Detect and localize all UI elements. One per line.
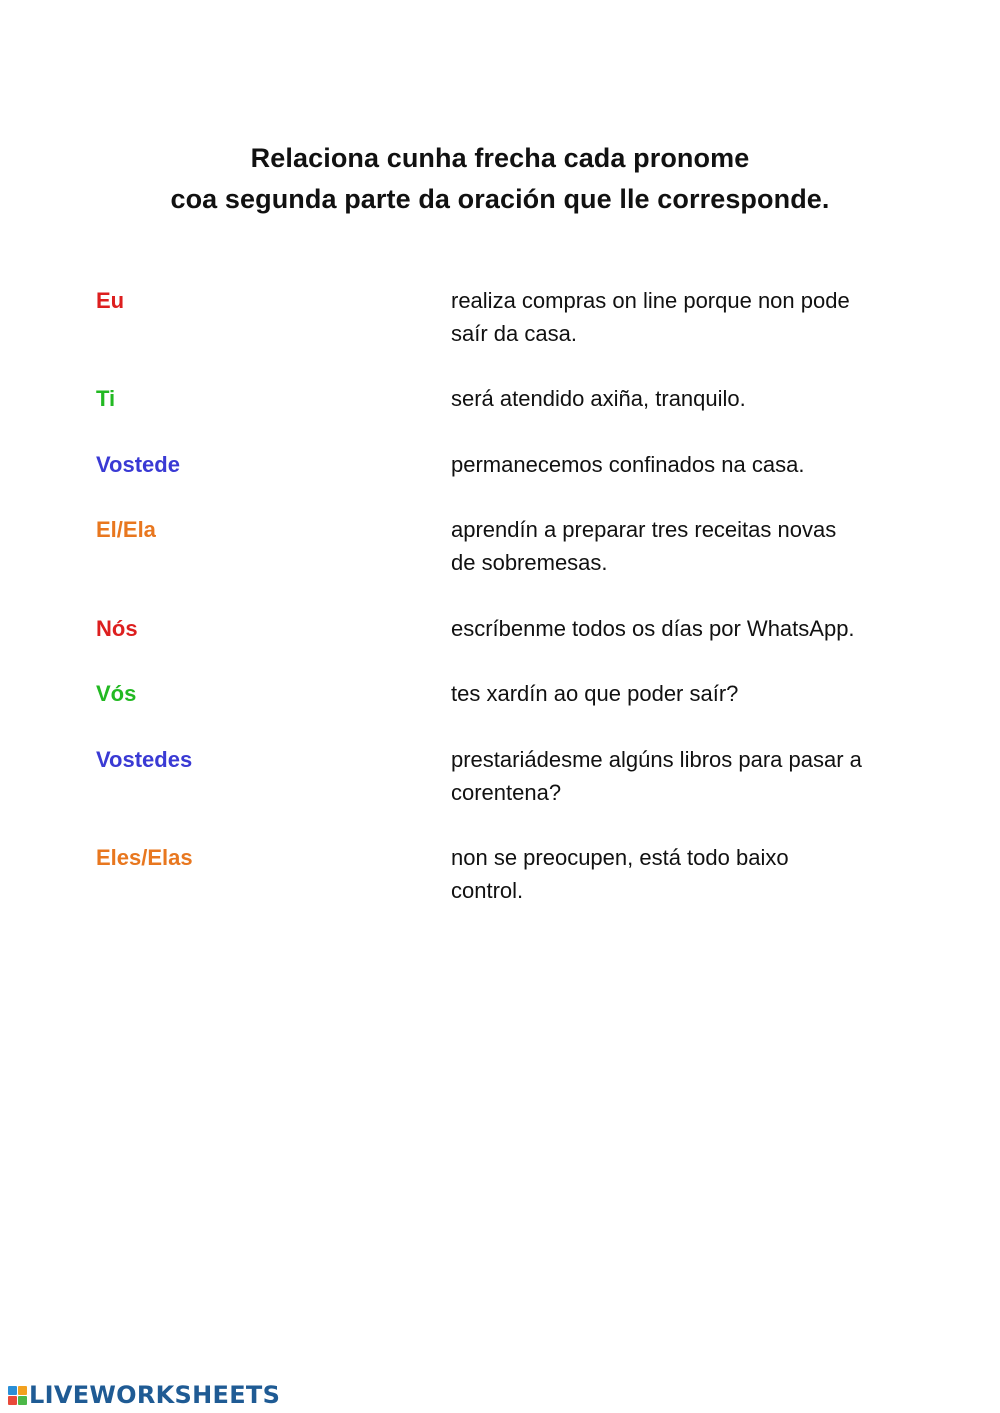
pronoun-ti[interactable]: Ti (96, 386, 116, 411)
pronoun-eu[interactable]: Eu (96, 288, 125, 313)
ending-line: escríbenme todos os días por WhatsApp. (451, 616, 855, 641)
ending-line: control. (451, 878, 524, 903)
pronoun-vostede[interactable]: Vostede (96, 452, 180, 477)
ending-line: realiza compras on line porque non pode (451, 288, 850, 313)
ending-item[interactable] (451, 448, 921, 481)
ending-item[interactable] (451, 841, 921, 907)
brand-name: LIVEWORKSHEETS (29, 1381, 281, 1409)
instructions-line-1: Relaciona cunha frecha cada pronome (250, 143, 750, 173)
ending-item[interactable] (451, 612, 921, 645)
ending-line: prestariádesme algúns libros para pasar a (451, 747, 862, 772)
logo-square (18, 1396, 27, 1405)
pronoun-el-ela[interactable]: El/Ela (96, 517, 156, 542)
pronoun-eles-elas[interactable]: Eles/Elas (96, 845, 193, 870)
ending-line: tes xardín ao que poder saír? (451, 681, 739, 706)
ending-item[interactable] (451, 284, 921, 350)
logo-square (8, 1396, 17, 1405)
ending-item[interactable] (451, 513, 921, 579)
liveworksheets-logo (8, 1380, 280, 1410)
ending-item[interactable] (451, 382, 921, 415)
worksheet-instructions (0, 138, 1000, 220)
pronoun-vostedes[interactable]: Vostedes (96, 747, 193, 772)
ending-line: saír da casa. (451, 321, 577, 346)
ending-line: non se preocupen, está todo baixo (451, 845, 789, 870)
pronoun-nos[interactable]: Nós (96, 616, 138, 641)
logo-square (8, 1386, 17, 1395)
ending-item[interactable] (451, 677, 921, 710)
ending-line: permanecemos confinados na casa. (451, 452, 805, 477)
ending-item[interactable] (451, 743, 921, 809)
ending-line: aprendín a preparar tres receitas novas (451, 517, 837, 542)
pronoun-vos[interactable]: Vós (96, 681, 137, 706)
logo-mark-icon (8, 1386, 27, 1405)
ending-line: será atendido axiña, tranquilo. (451, 386, 746, 411)
ending-line: de sobremesas. (451, 550, 608, 575)
logo-square (18, 1386, 27, 1395)
ending-line: corentena? (451, 780, 562, 805)
instructions-line-2: coa segunda parte da oración que lle corresponde. (170, 184, 830, 214)
